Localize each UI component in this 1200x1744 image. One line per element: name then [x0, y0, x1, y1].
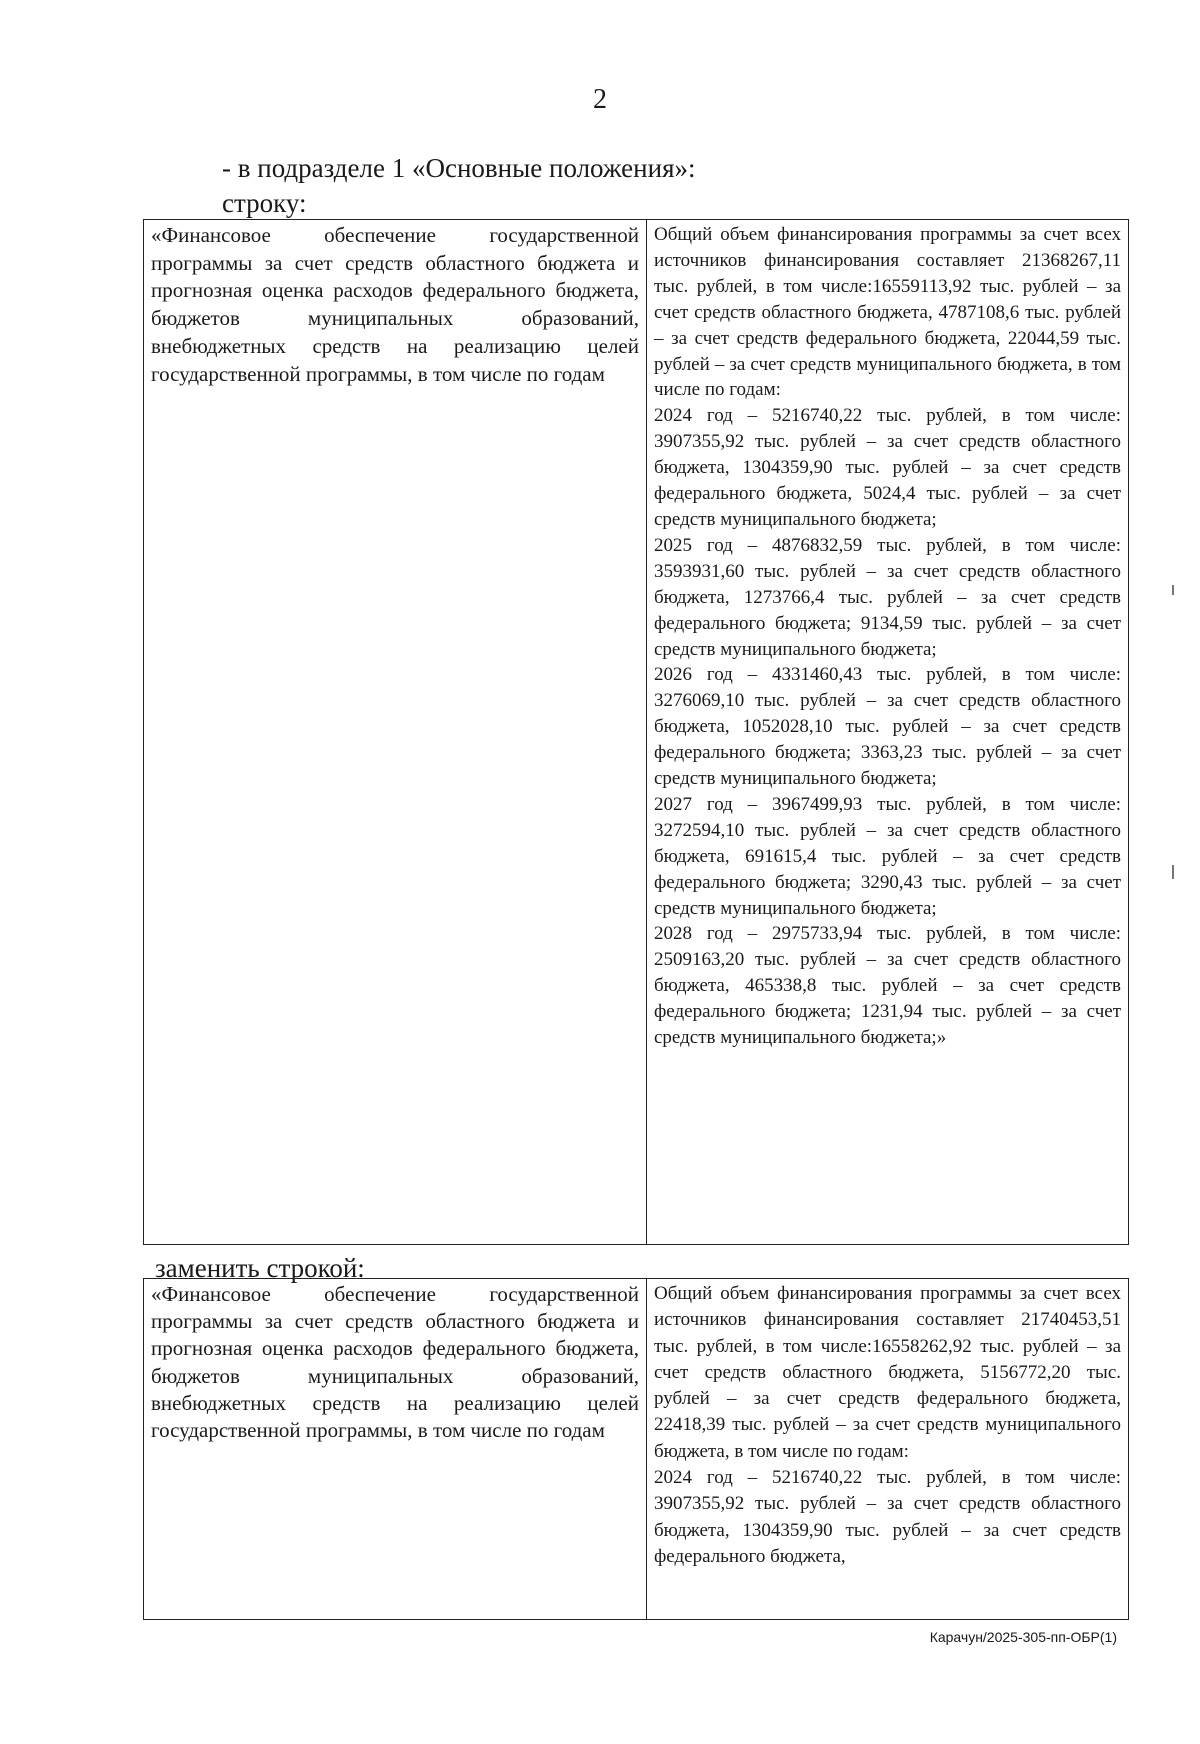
new-row-left-cell: «Финансовое обеспечение государственной программы за счет средств областного бюджета и прогнозная оценка расходов федерального бюджета, бюджетов муниципальных образований, внебюджетных средств на реализацию целей государственной программы, в том числе по годам — [144, 1279, 647, 1620]
new-year-2024-paragraph: 2024 год – 5216740,22 тыс. рублей, в том числе: 3907355,92 тыс. рублей – за счет средств областного бюджета, 1304359,90 тыс. рублей – за счет средств федерального бюджета, — [654, 1467, 1121, 1567]
old-year-2026-paragraph: 2026 год – 4331460,43 тыс. рублей, в том числе: 3276069,10 тыс. рублей – за счет средств областного бюджета, 1052028,10 тыс. рублей – за счет средств федерального бюджета; 3363,23 тыс. рублей – за счет средств муниципального бюджета; — [654, 664, 1121, 790]
new-row-right-cell — [647, 1279, 1129, 1620]
table-row — [144, 220, 1129, 1245]
intro-row-line: строку: — [222, 188, 307, 218]
scan-speck — [1172, 585, 1174, 595]
old-year-2025-paragraph: 2025 год – 4876832,59 тыс. рублей, в том числе: 3593931,60 тыс. рублей – за счет средств областного бюджета, 1273766,4 тыс. рублей – за счет средств федерального бюджета; 9134,59 тыс. рублей – за счет средств муниципального бюджета; — [654, 534, 1121, 660]
document-footer-code: Карачун/2025-305-пп-ОБР(1) — [929, 1629, 1117, 1645]
old-year-2024-paragraph: 2024 год – 5216740,22 тыс. рублей, в том числе: 3907355,92 тыс. рублей – за счет средств областного бюджета, 1304359,90 тыс. рублей – за счет средств федерального бюджета, 5024,4 тыс. рублей – за счет средств муниципального бюджета; — [654, 405, 1121, 530]
intro-subsection-line: - в подразделе 1 «Основные положения»: — [222, 153, 696, 183]
old-row-right-cell — [647, 220, 1129, 1245]
old-row-table — [143, 219, 1129, 1245]
replace-with-label: заменить строкой: — [155, 1253, 365, 1283]
page-number: 2 — [593, 84, 607, 115]
new-row-table — [143, 1278, 1129, 1620]
old-total-paragraph: Общий объем финансирования программы за счет всех источников финансирования составляет 21368267,11 тыс. рублей, в том числе:16559113,92 тыс. рублей – за счет средств областного бюджета, 4787108,6 тыс. рублей – за счет средств федерального бюджета, 22044,59 тыс. рублей – за счет средств муниципального бюджета, в том числе по годам: — [654, 224, 1121, 401]
scan-speck — [1172, 865, 1174, 879]
old-year-2027-paragraph: 2027 год – 3967499,93 тыс. рублей, в том числе: 3272594,10 тыс. рублей – за счет средств областного бюджета, 691615,4 тыс. рублей – за счет средств федерального бюджета; 3290,43 тыс. рублей – за счет средств муниципального бюджета; — [654, 793, 1121, 919]
old-row-left-cell: «Финансовое обеспечение государственной программы за счет средств областного бюджета и прогнозная оценка расходов федерального бюджета, бюджетов муниципальных образований, внебюджетных средств на реализацию целей государственной программы, в том числе по годам — [144, 220, 647, 1245]
table-row — [144, 1279, 1129, 1620]
new-total-paragraph: Общий объем финансирования программы за счет всех источников финансирования составляет 21740453,51 тыс. рублей, в том числе:16558262,92 тыс. рублей – за счет средств областного бюджета, 5156772,20 тыс. рублей – за счет средств федерального бюджета, 22418,39 тыс. рублей – за счет средств муниципального бюджета, в том числе по годам: — [654, 1283, 1121, 1462]
old-year-2028-paragraph: 2028 год – 2975733,94 тыс. рублей, в том числе: 2509163,20 тыс. рублей – за счет средств областного бюджета, 465338,8 тыс. рублей – за счет средств федерального бюджета; 1231,94 тыс. рублей – за счет средств муниципального бюджета;» — [654, 923, 1121, 1049]
